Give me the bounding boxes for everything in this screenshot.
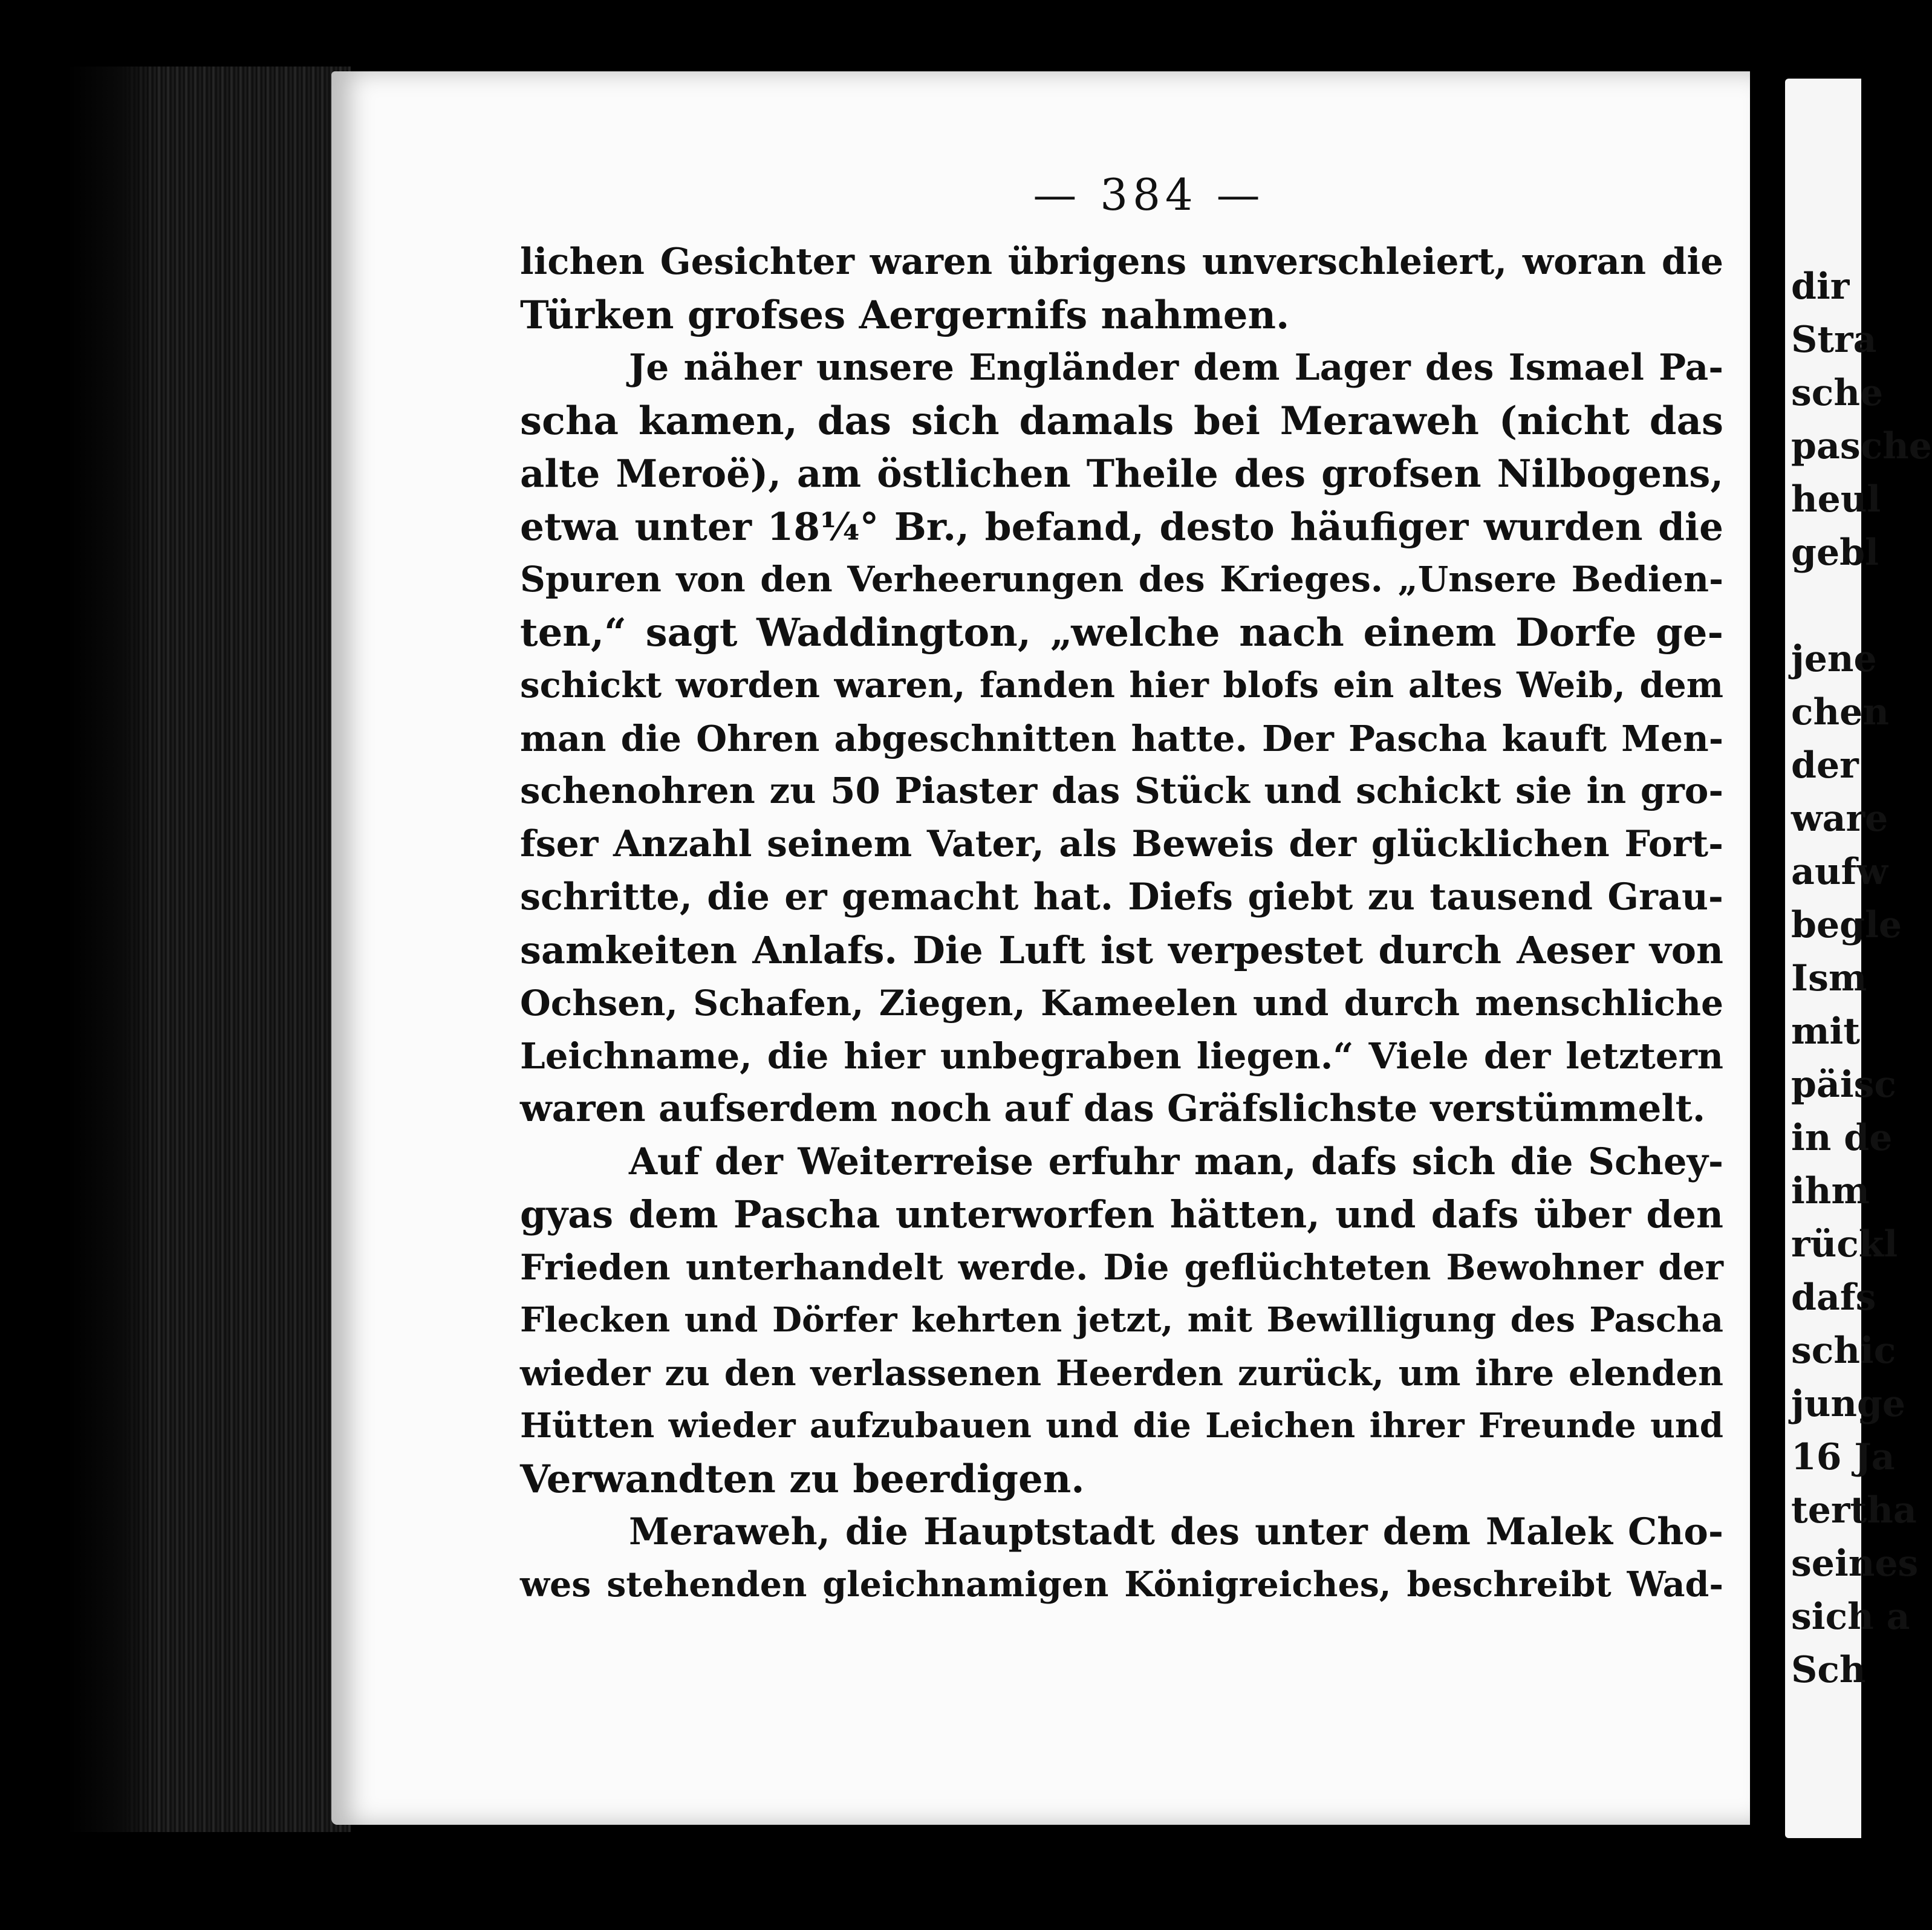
text-line: Frieden unterhandelt werde. Die geflüchteten Bewohner der [520, 1246, 1723, 1288]
next-page-line: dafs [1791, 1276, 1876, 1319]
text-line: Leichname, die hier unbegraben liegen.“ Viele der letztern [520, 1034, 1723, 1077]
next-page-line: ihm [1791, 1170, 1870, 1212]
next-page-line: chen [1791, 691, 1889, 733]
spine-shadow [67, 67, 157, 1832]
next-page-line: schic [1791, 1330, 1896, 1372]
text-line: wes stehenden gleichnamigen Königreiches, beschreibt Wad- [520, 1564, 1723, 1605]
next-page-line: päisc [1791, 1064, 1896, 1106]
next-page-line: jene [1791, 638, 1877, 680]
text-line: Meraweh, die Hauptstadt des unter dem Malek Cho- [629, 1510, 1723, 1553]
text-line: schenohren zu 50 Piaster das Stück und schickt sie in gro- [520, 770, 1723, 812]
next-page-line: sche [1791, 372, 1884, 414]
next-page-line: seines [1791, 1542, 1919, 1585]
next-page-line: sich a [1791, 1596, 1910, 1638]
next-page-line: Sch [1791, 1649, 1866, 1691]
next-page-line: ware [1791, 798, 1888, 840]
text-line: Ochsen, Schafen, Ziegen, Kameelen und durch menschliche [520, 982, 1723, 1024]
text-line: Türken grofses Aergernifs nahmen. [520, 292, 1290, 338]
next-page-line: junge [1791, 1383, 1906, 1425]
text-line: scha kamen, das sich damals bei Meraweh (nicht das [520, 398, 1723, 444]
next-page-line: aufw [1791, 851, 1888, 893]
next-page-line: in de [1791, 1117, 1893, 1159]
next-page-line: 16 Ja [1791, 1436, 1895, 1478]
text-line: etwa unter 18¼° Br., befand, desto häufiger wurden die [520, 504, 1723, 549]
text-line: Spuren von den Verheerungen des Krieges. „Unsere Bedien- [520, 559, 1723, 600]
text-line: Auf der Weiterreise erfuhr man, dafs sich die Schey- [629, 1140, 1723, 1183]
text-line: gyas dem Pascha unterworfen hätten, und dafs über den [520, 1192, 1723, 1236]
text-line: Verwandten zu beerdigen. [520, 1456, 1085, 1502]
text-line: schickt worden waren, fanden hier blofs ein altes Weib, dem [520, 664, 1723, 706]
page-text [520, 236, 1723, 1611]
next-page-line: rückl [1791, 1223, 1898, 1266]
next-page-edge [1785, 79, 1932, 1838]
next-page-line: der [1791, 744, 1859, 787]
next-page-line: Stra [1791, 319, 1877, 361]
text-line: alte Meroë), am östlichen Theile des grofsen Nilbogens, [520, 452, 1723, 496]
text-line: man die Ohren abgeschnitten hatte. Der Pascha kauft Men- [520, 717, 1723, 759]
text-line: schritte, die er gemacht hat. Diefs giebt zu tausend Grau- [520, 876, 1723, 918]
text-line: fser Anzahl seinem Vater, als Beweis der glücklichen Fort- [520, 822, 1723, 865]
next-page-text [1791, 260, 1932, 1697]
text-line: waren aufserdem noch auf das Gräfslichste verstümmelt. [520, 1087, 1706, 1130]
next-page-line: mit [1791, 1010, 1860, 1053]
next-page-line: tertha [1791, 1489, 1917, 1532]
text-line: ten,“ sagt Waddington, „welche nach einem Dorfe ge- [520, 609, 1723, 655]
page-number: — 384 — [1033, 169, 1265, 220]
text-line: lichen Gesichter waren übrigens unverschleiert, woran die [520, 241, 1723, 283]
next-page-line: Ism [1791, 957, 1867, 999]
next-page-line: gebl [1791, 531, 1879, 574]
text-line: Je näher unsere Engländer dem Lager des Ismael Pa- [629, 346, 1723, 389]
next-page-line: pasche [1791, 425, 1932, 467]
text-line: Flecken und Dörfer kehrten jetzt, mit Bewilligung des Pascha [520, 1300, 1723, 1340]
next-page-line: begle [1791, 904, 1902, 946]
next-page-line: dir [1791, 265, 1850, 308]
text-line: Hütten wieder aufzubauen und die Leichen ihrer Freunde und [520, 1406, 1723, 1446]
text-line: wieder zu den verlassenen Heerden zurück, um ihre elenden [520, 1352, 1723, 1394]
next-page-line: heul [1791, 478, 1881, 521]
text-line: samkeiten Anlafs. Die Luft ist verpestet durch Aeser von [520, 928, 1723, 972]
